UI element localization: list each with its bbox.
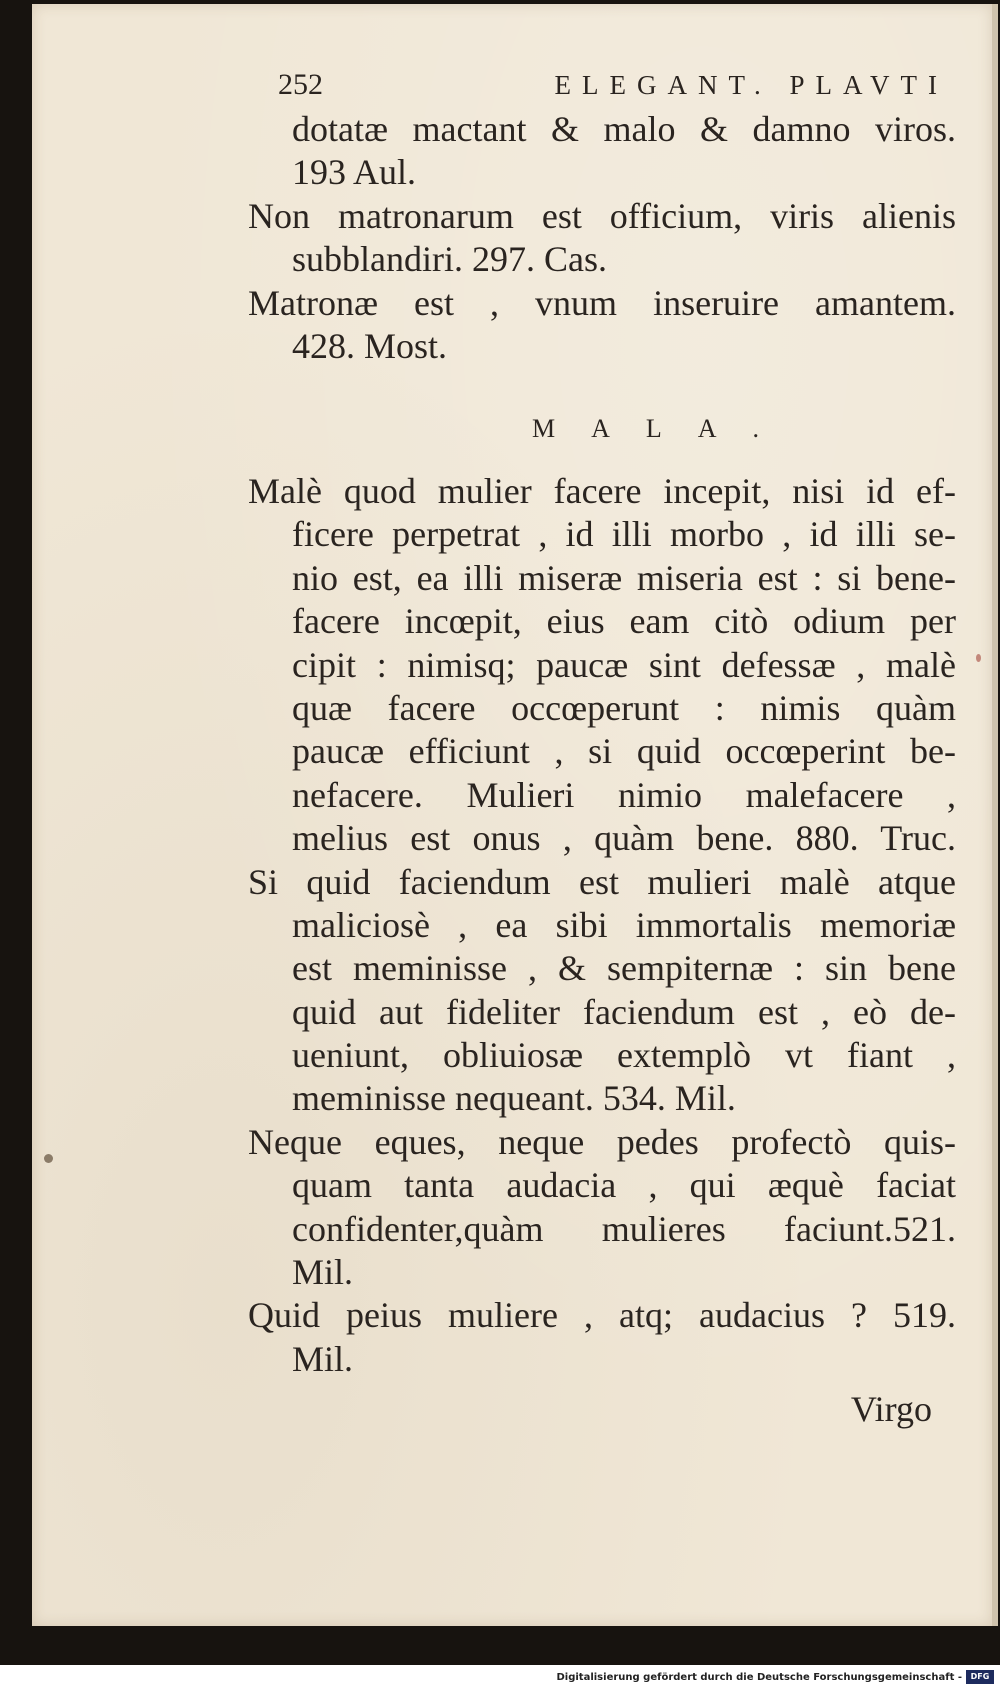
ink-spot [976,654,981,662]
text-line: quam tanta audacia , qui æquè faciat [292,1165,956,1206]
section-title: MALA. [532,414,796,443]
text-line: Non matronarum est officium, viris alienis [248,195,956,236]
ink-spot [44,1154,53,1163]
text-line: Mil. [292,1338,354,1379]
text-line: 428. Most. [292,325,448,366]
text-line: 193 Aul. [292,152,417,193]
text-line: ueniunt, obliuiosæ extemplò vt fiant , [292,1035,956,1076]
page-number: 252 [278,68,323,101]
digitization-footer [0,1665,1000,1691]
text-line: quid aut fideliter faciendum est , eò de- [292,991,956,1032]
text-line: meminisse nequeant. 534. Mil. [292,1078,736,1119]
text-line: melius est onus , quàm bene. 880. Truc. [292,818,956,859]
text-line: Si quid faciendum est mulieri malè atque [248,861,956,902]
text-line: nio est, ea illi miseræ miseria est : si bene- [292,557,956,598]
text-line: confidenter,quàm mulieres faciunt.521. [292,1208,956,1249]
text-line: subblandiri. 297. Cas. [292,239,607,280]
text-line: Matronæ est , vnum inseruire amantem. [248,282,956,323]
text-line: est meminisse , & sempiternæ : sin bene [292,948,956,989]
dfg-logo: DFG [966,1670,994,1684]
text-line: Neque eques, neque pedes profectò quis- [248,1121,956,1162]
running-title: ELEGANT. PLAVTI [554,70,948,100]
text-line: Quid peius muliere , atq; audacius ? 519. [248,1295,956,1336]
text-line: dotatæ mactant & malo & damno viros. [292,109,956,149]
text-line: nefacere. Mulieri nimio malefacere , [292,774,956,815]
text-line: facere incœpit, eius eam citò odium per [292,601,956,642]
text-line: quæ facere occœperunt : nimis quàm [292,687,956,728]
text-line: paucæ efficiunt , si quid occœperint be- [292,731,956,772]
text-line: maliciosè , ea sibi immortalis memoriæ [292,904,956,945]
text-line: Malè quod mulier facere incepit, nisi id ef- [248,471,956,511]
catchword: Virgo [850,1389,932,1429]
book-page [32,4,998,1626]
digitization-credit: Digitalisierung gefördert durch die Deutsche Forschungsgemeinschaft - [556,1672,962,1683]
text-block-top [248,108,956,368]
page-header [278,68,948,102]
text-line: ficere perpetrat , id illi morbo , id illi se- [292,514,956,555]
text-line: Mil. [292,1252,354,1293]
text-line: cipit : nimisq; paucæ sint defessæ , malè [292,644,956,685]
text-block-main [248,470,956,1381]
